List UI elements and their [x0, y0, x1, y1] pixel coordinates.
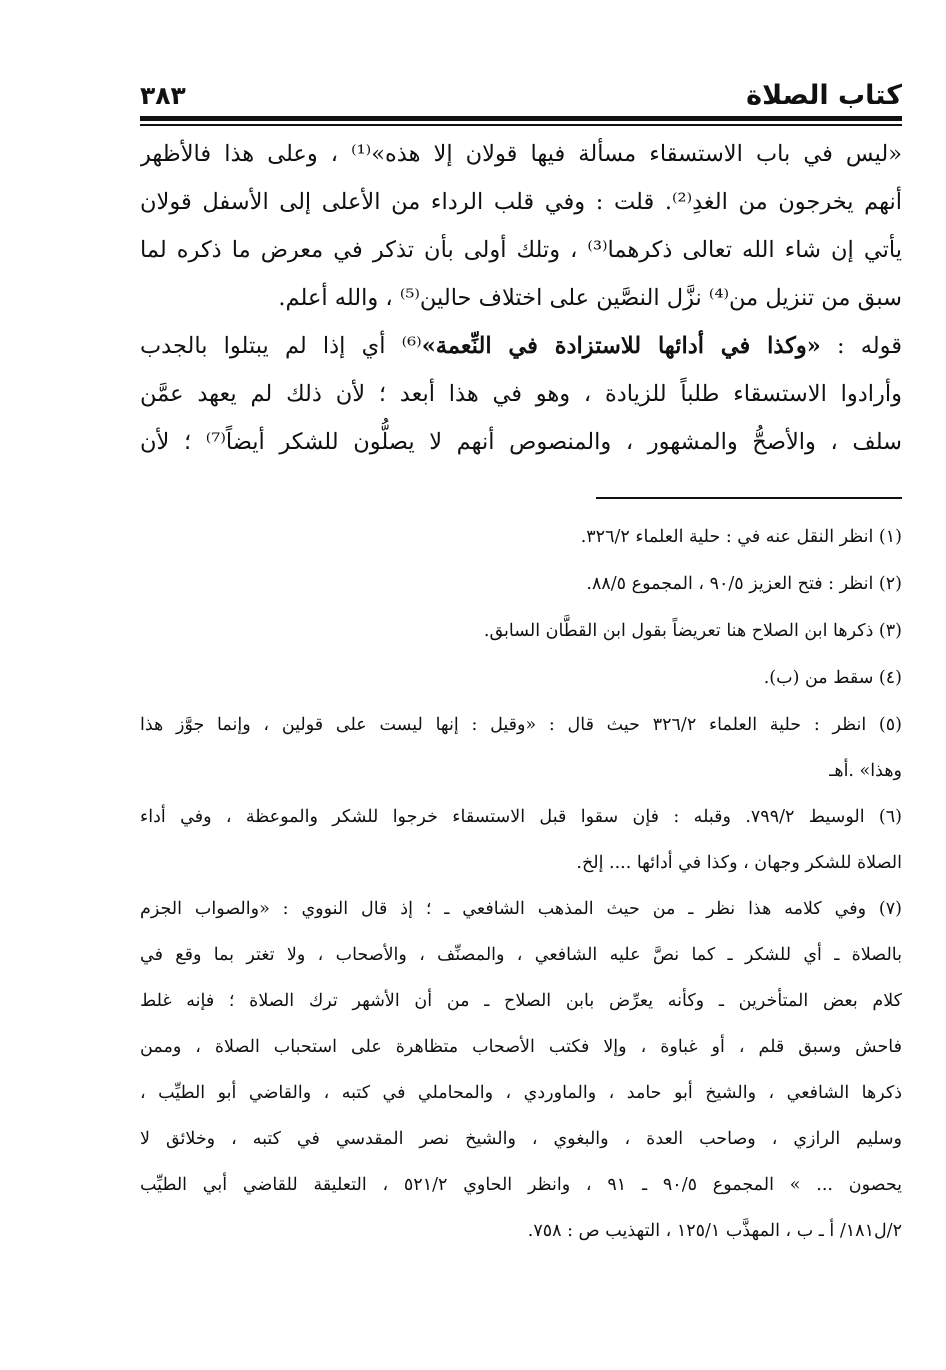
footnote-3	[140, 608, 902, 655]
running-header	[140, 78, 902, 114]
page-number: ٣٨٣	[140, 81, 186, 110]
text-line: «ليس في باب الاستسقاء مسألة فيها قولان إلا هذه»⁽¹⁾ ، وعلى هذا فالأظهر	[140, 141, 902, 167]
footnote-line: (٣) ذكرها ابن الصلاح هنا تعريضاً بقول ابن القطَّان السابق.	[483, 621, 902, 641]
text-line: سبق من تنزيل من⁽⁴⁾ نزَّل النصَّين على اختلاف حالين⁽⁵⁾ ، والله أعلم.	[278, 285, 902, 311]
text-line: يأتي إن شاء الله تعالى ذكرهما⁽³⁾ ، وتلك أولى بأن تذكر في معرض ما ذكره لما	[140, 237, 902, 263]
text-line: وأرادوا الاستسقاء طلباً للزيادة ، وهو في هذا أبعد ؛ لأن ذلك لم يعهد عمَّن	[140, 381, 902, 407]
footnote-line: الصلاة للشكر وجهان ، وكذا في أدائها .... إلخ.	[576, 853, 902, 873]
footnotes	[140, 514, 902, 1254]
chapter-title: كتاب الصلاة	[746, 80, 902, 111]
header-rule-thick	[140, 116, 902, 121]
footnote-line: (١) انظر النقل عنه في : حلية العلماء ٣٢٦/٢.	[580, 527, 902, 547]
footnote-line: يحصون ... » المجموع ٩٠/٥ ـ ٩١ ، وانظر الحاوي ٥٢١/٢ ، التعليقة للقاضي أبي الطيِّب	[140, 1175, 902, 1195]
footnote-4	[140, 655, 902, 702]
footnote-separator	[596, 497, 902, 499]
footnote-line: وسليم الرازي ، وصاحب العدة ، والبغوي ، والشيخ نصر المقدسي في كتبه ، وخلائق لا	[140, 1129, 902, 1149]
text-line: أنهم يخرجون من الغدِ⁽²⁾. قلت : وفي قلب الرداء من الأعلى إلى الأسفل قولان	[140, 189, 902, 215]
footnote-line: ذكرها الشافعي ، والشيخ أبو حامد ، والماوردي ، والمحاملي في كتبه ، والقاضي أبو الطيِّب ،	[140, 1083, 902, 1103]
footnote-line: ٢/ل١٨١/ أ ـ ب ، المهذَّب ١٢٥/١ ، التهذيب ص : ٧٥٨.	[527, 1221, 902, 1241]
header-rule-thin	[140, 124, 902, 126]
footnote-2	[140, 561, 902, 608]
footnote-line: (٦) الوسيط ٧٩٩/٢. وقبله : فإن سقوا قبل الاستسقاء خرجوا للشكر والموعظة ، وفي أداء	[140, 807, 902, 827]
footnote-5	[140, 702, 902, 794]
lead-suffix: ⁽⁶⁾ أي إذا لم يبتلوا بالجدب	[140, 333, 422, 359]
text-line: سلف ، والأصحُّ والمشهور ، والمنصوص أنهم لا يصلُّون للشكر أيضاً⁽⁷⁾ ؛ لأن	[140, 429, 902, 455]
footnote-1	[140, 514, 902, 561]
footnote-line: (٥) انظر : حلية العلماء ٣٢٦/٢ حيث قال : «وقيل : إنها ليست على قولين ، وإنما جوَّز هذا	[140, 715, 902, 735]
footnote-7	[140, 886, 902, 1254]
footnote-line: (٢) انظر : فتح العزيز ٩٠/٥ ، المجموع ٨٨/٥.	[586, 574, 902, 594]
footnote-line: فاحش وسبق قلم ، أو غباوة ، وإلا فكتب الأصحاب متظاهرة على استحباب الصلاة ، وممن	[140, 1037, 902, 1057]
paragraph-lead-line	[140, 322, 902, 370]
footnote-line: بالصلاة ـ أي للشكر ـ كما نصَّ عليه الشافعي ، والمصنِّف ، والأصحاب ، ولا تغتر بما وقع في	[140, 945, 902, 965]
footnote-line: كلام بعض المتأخرين ـ وكأنه يعرِّض بابن الصلاح ـ من أن الأشهر ترك الصلاة ؛ فإنه غلط	[140, 991, 902, 1011]
footnote-line: وهذا» .أهـ	[829, 761, 902, 781]
main-text	[140, 130, 902, 466]
footnote-line: (٧) وفي كلامه هذا نظر ـ من حيث المذهب الشافعي ـ ؛ إذ قال النووي : «والصواب الجزم	[140, 899, 902, 919]
lead-prefix: قوله :	[820, 333, 902, 359]
footnote-6	[140, 794, 902, 886]
quoted-matn: «وكذا في أدائها للاستزادة في النِّعمة»	[421, 333, 821, 359]
footnote-line: (٤) سقط من (ب).	[763, 668, 902, 688]
